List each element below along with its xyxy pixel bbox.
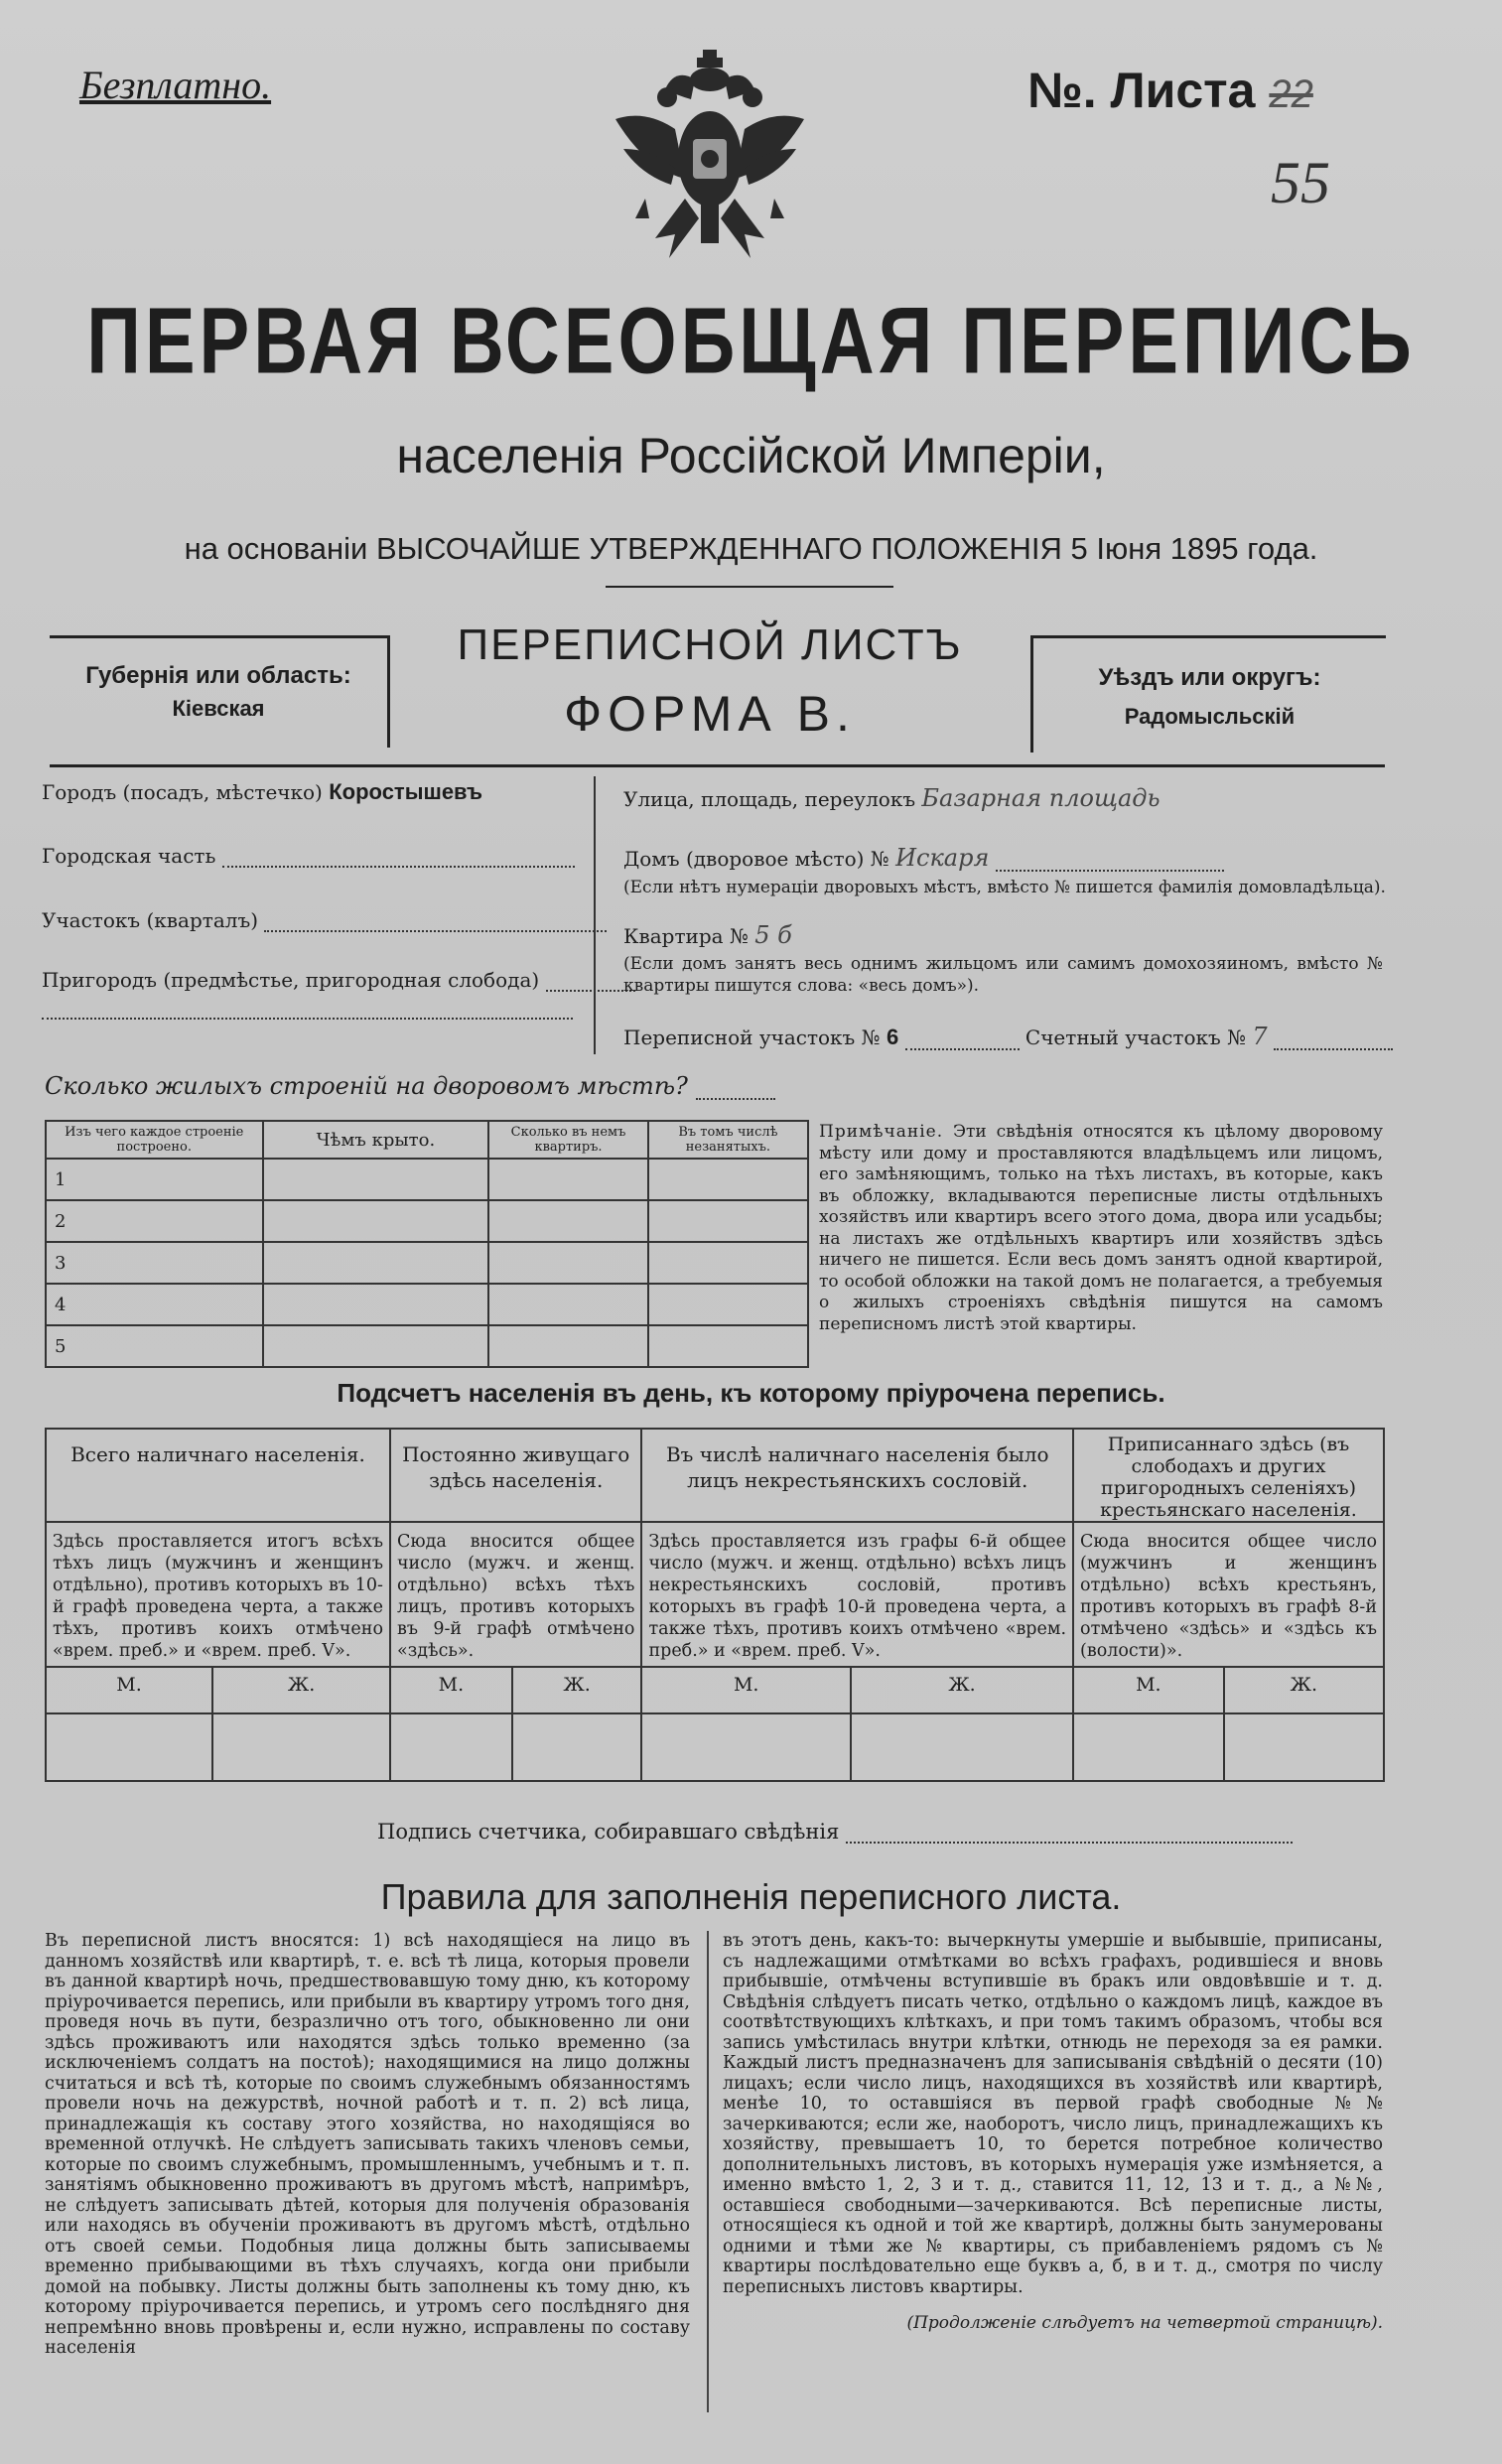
primechanie-text: Эти свѣдѣнія относятся къ цѣлому дворовому мѣсту или дому и проставляются владѣльцемъ или лицомъ, его замѣняющимъ, только на тѣхъ листахъ, въ которые, какъ въ обложку, вкладываются переписные листы отдѣльныхъ хозяйствъ или квартиръ всего этого дома, двора или усадьбы; на листахъ же отдѣльныхъ квартиръ или хозяйствъ здѣсь ничего не пишется. Если весь домъ занятъ одной квартирой, то особой обложки на такой домъ не полагается, а требуемыя о жилыхъ строеніяхъ свѣдѣнія пишутся на самомъ переписномъ листѣ этой квартиры. [819,1122,1384,1334]
population-desc-row: Здѣсь проставляется итогъ всѣхъ тѣхъ лицъ (мужчинъ и женщинъ отдѣльно), противъ которыхъ въ 10-й графѣ проведена черта, а также тѣхъ, противъ коихъ отмѣчено «врем. преб.» и «врем. преб. V». Сюда вносится общее число (мужч. и женщ. отдѣльно) всѣхъ тѣхъ лицъ, противъ которыхъ въ 9-й графѣ отмѣчено «здѣсь». Здѣсь проставляется изъ графы 6-й общее число (мужч. и женщ. отдѣльно) всѣхъ лицъ некрестьянскихъ сословій, противъ которыхъ въ графѣ 10-й проведена черта, а также тѣхъ, противъ коихъ отмѣчено «врем. преб.» и «врем. преб. V». Сюда вносится общее число (мужчинъ и женщинъ отдѣльно) всѣхъ крестьянъ, противъ которыхъ въ графѣ 8-й отмѣчено «здѣсь» и «здѣсь къ (волости)». [46,1522,1384,1667]
buildings-col-roof: Чѣмъ крыто. [263,1121,489,1159]
form-title: ПЕРЕПИСНОЙ ЛИСТЪ [457,620,963,669]
buildings-table [45,1120,809,1368]
city-label: Городъ (посадъ, мѣстечко) [42,780,323,804]
gubernia-label: Губернія или область: [85,662,351,689]
rules-right-column: въ этотъ день, какъ-то: вычеркнуты умершіе и выбывшіе, приписаны, съ надлежащими отмѣтками во всѣхъ графахъ, родившіеся и вновь прибывшіе, отмѣчены вступившіе въ бракъ или овдовѣвшіе и т. д. Свѣдѣнія слѣдуетъ писать четко, отдѣльно о каждомъ лицѣ, каждое въ соотвѣтствующихъ клѣткахъ, и при томъ такимъ образомъ, чтобы вся запись умѣстилась внутри клѣтки, отнюдь не переходя за ея рамки. Каждый листъ предназначенъ для записыванія свѣдѣній о десяти (10) лицахъ; если число лицъ, находящихся въ хозяйствѣ или квартирѣ, менѣе 10, то оставшіяся въ первой графѣ свободные №№ зачеркиваются; если же, наоборотъ, число лицъ, принадлежащихъ къ хозяйству, превышаетъ 10, то берется потребное количество дополнительныхъ листовъ, въ которыхъ нумерація уже измѣняется, а именно вмѣсто 1, 2, 3 и т. д., ставится 11, 12, 13 и т. д., а №№, оставшіеся свободными—зачеркиваются. Всѣ переписные листы, относящіеся къ одной и той же квартирѣ, должны быть занумерованы одними и тѣми же № квартиры, съ прибавленіемъ рядомъ съ № квартиры послѣдовательно еще буквъ а, б, в и т. д., смотря по числу переписныхъ листовъ квартиры. [723,1931,1383,2297]
rules-left-column: Въ переписной листъ вносятся: 1) всѣ находящіеся на лицо въ данномъ хозяйствѣ или квартирѣ, т. е. всѣ тѣ лица, которыя провели въ данной квартирѣ ночь, предшествовавшую тому дню, къ которому пріурочивается перепись, или прибыли въ квартиру утромъ того дня, проведя ночь въ пути, безразлично отъ того, обыкновенно ли они здѣсь проживаютъ или находятся здѣсь только временно (за исключеніемъ солдатъ на постоѣ); находящимися на лицо должны считаться и всѣ тѣ, которые по своимъ служебнымъ обязанностямъ провели ночь на дежурствѣ, ночной работѣ и т. п. 2) всѣ лица, принадлежащія къ составу этого хозяйства, но находящіяся во временной отлучкѣ. Не слѣдуетъ записывать такихъ членовъ семьи, которые по своимъ служебнымъ, промышленнымъ, учебнымъ и т. п. занятіямъ обыкновенно проживаютъ въ другомъ мѣстѣ, напримѣръ, не слѣдуетъ записывать дѣтей, которыя для полученія образованія или находясь въ обученіи проживаютъ въ другомъ мѣстѣ, отдѣльно отъ своей семьи. Подобныя лица должны быть записываемы временно прибывающими въ тѣхъ случаяхъ, когда они прибыли домой на побывку. Листы должны быть заполнены къ тому дню, къ которому пріурочивается перепись, и утромъ сего послѣдняго дня непремѣнно вновь провѣрены и, если нужно, исправлены по составу населенія [45,1931,690,2358]
double-headed-eagle-icon [606,50,814,268]
rules-title: Правила для заполненія переписного листа. [380,1876,1122,1917]
signature-field [377,1820,1293,1844]
house-field [623,844,1224,872]
prigorod-field [42,968,635,992]
buildings-col-empty: Въ томъ числѣ незанятыхъ. [648,1121,808,1159]
perepis-value: 6 [886,1025,899,1049]
population-header-row [46,1429,1384,1522]
city-field [42,779,482,805]
population-title: Подсчетъ населенія въ день, къ которому пріурочена перепись. [337,1378,1165,1408]
perepis-label: Переписной участокъ № [623,1026,881,1049]
population-values-row [46,1713,1384,1781]
primechanie [819,1122,1383,1335]
legal-basis: на основаніи ВЫСОЧАЙШЕ УТВЕРЖДЕННАГО ПОЛОЖЕНІЯ 5 Іюня 1895 года. [184,531,1318,566]
uchastok-field [42,908,607,932]
field-divider [594,776,596,1054]
gubernia-box [50,635,390,748]
uchastok-label: Участокъ (кварталъ) [42,908,258,932]
signature-label: Подпись счетчика, собиравшаго свѣдѣнія [377,1820,840,1844]
gubernia-value: Кіевская [172,696,265,721]
rules-continuation: (Продолженіе слѣдуетъ на четвертой страницѣ). [906,2313,1383,2333]
flat-label: Квартира № [623,924,749,948]
house-note: (Если нѣтъ нумераціи дворовыхъ мѣстъ, вмѣсто № пишется фамилія домовладѣльца). [623,878,1386,897]
schet-value: 7 [1252,1023,1268,1050]
population-col-permanent: Постоянно живущаго здѣсь населенія. [390,1429,641,1522]
free-label: Безплатно. [79,63,272,107]
handwritten-number: 55 [1271,150,1330,215]
buildings-col-flats: Сколько въ немъ квартиръ. [488,1121,648,1159]
buildings-header-row [46,1121,808,1159]
population-table [45,1428,1385,1782]
population-col-nonpeasant: Въ числѣ наличнаго населенія было лицъ некрестьянскихъ сословій. [641,1429,1073,1522]
table-row: 2 [46,1200,808,1242]
header-rule [50,764,1385,767]
street-field [623,784,1161,812]
prigorod-label: Пригородъ (предмѣстье, пригородная слобода) [42,968,540,992]
city-part-label: Городская часть [42,844,216,868]
page-title: ПЕРВАЯ ВСЕОБЩАЯ ПЕРЕПИСЬ [86,288,1416,394]
house-label: Домъ (дворовое мѣсто) № [623,847,889,871]
table-row: 3 [46,1242,808,1284]
uezd-value: Радомысльскій [1124,704,1296,729]
population-col-peasant: Приписаннаго здѣсь (въ слободахъ и других пригородныхъ селеніяхъ) крестьянскаго населенія. [1073,1429,1384,1522]
page-subtitle: населенія Россійской Имперіи, [396,428,1106,483]
buildings-question: Сколько жилыхъ строеній на дворовомъ мѣстѣ? [45,1072,775,1100]
street-value: Базарная площадь [921,784,1161,812]
rules-divider [707,1931,709,2412]
flat-field [623,921,792,949]
street-label: Улица, площадь, переулокъ [623,787,916,811]
table-row: 1 [46,1159,808,1200]
city-part-field [42,844,575,868]
divider [606,586,893,588]
sheet-number [1027,62,1313,119]
primechanie-label: Примѣчаніе. [819,1122,944,1142]
population-mf-row: М. Ж. М. Ж. М. Ж. М. Ж. [46,1667,1384,1713]
uezd-box [1030,635,1386,753]
flat-note: (Если домъ занятъ весь однимъ жильцомъ или самимъ домохозяиномъ, вмѣсто № квартиры пишутся слова: «весь домъ»). [623,954,1383,996]
table-row: 5 [46,1325,808,1367]
flat-value: 5 б [754,921,792,949]
table-row: 4 [46,1284,808,1325]
form-subtitle: ФОРМА В. [564,686,856,742]
population-col-total: Всего наличнаго населенія. [46,1429,390,1522]
sheet-number-label: №. Листа [1027,63,1256,118]
uezd-label: Уѣздъ или округъ: [1098,664,1321,691]
city-value: Коростышевъ [329,779,483,804]
sheet-number-value: 22 [1269,72,1313,116]
schet-label: Счетный участокъ № [1024,1026,1246,1049]
buildings-col-material: Изъ чего каждое строеніе построено. [46,1121,263,1159]
perepis-field [623,1023,1393,1050]
house-value: Искаря [895,844,990,872]
